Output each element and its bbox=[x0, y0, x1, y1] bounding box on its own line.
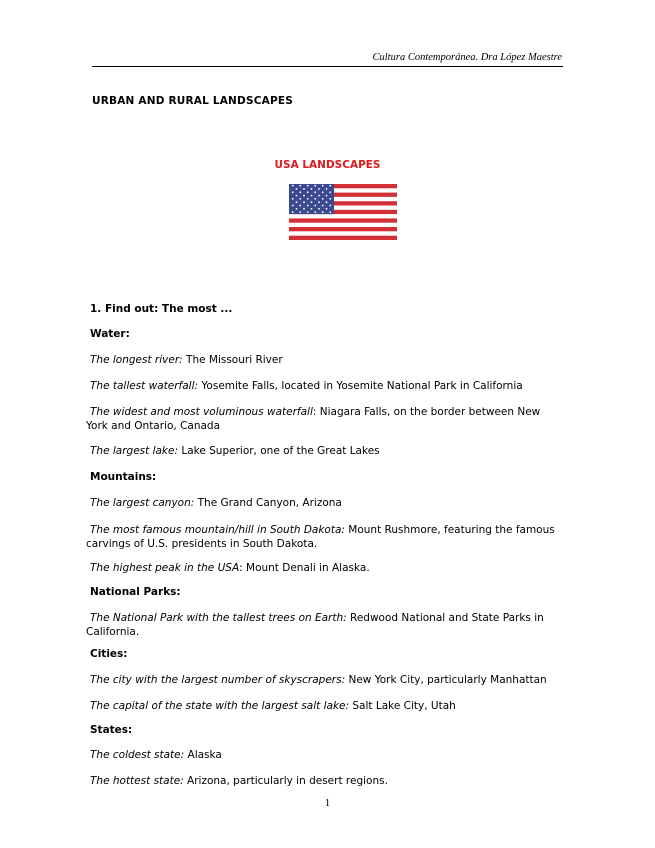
answer: Yosemite Falls, located in Yosemite National Park in California bbox=[198, 380, 523, 392]
flag-star bbox=[296, 208, 298, 210]
flag-star bbox=[311, 195, 313, 197]
page-title: URBAN AND RURAL LANDSCAPES bbox=[92, 95, 293, 107]
flag-star bbox=[307, 198, 309, 200]
header-rule bbox=[92, 66, 563, 67]
flag-star bbox=[322, 191, 324, 193]
flag-star bbox=[314, 191, 316, 193]
answer: Alaska bbox=[184, 749, 222, 761]
running-header: Cultura Contemporánea. Dra López Maestre bbox=[372, 52, 562, 63]
flag-star bbox=[292, 191, 294, 193]
section-title: USA LANDSCAPES bbox=[274, 159, 381, 171]
answer: : Niagara Falls, on the border between New York and Ontario, Canada bbox=[86, 406, 541, 432]
flag-star bbox=[322, 185, 324, 187]
flag-star bbox=[303, 195, 305, 197]
flag-star bbox=[296, 195, 298, 197]
question: The largest lake: bbox=[90, 445, 179, 457]
list-item bbox=[90, 749, 565, 761]
flag-star bbox=[307, 191, 309, 193]
flag-star bbox=[314, 205, 316, 207]
flag-star bbox=[299, 205, 301, 207]
flag-star bbox=[318, 188, 320, 190]
category-national-parks: National Parks: bbox=[90, 586, 181, 598]
list-item bbox=[90, 674, 565, 686]
question: The longest river: bbox=[90, 354, 183, 366]
flag-star bbox=[307, 211, 309, 213]
page-number: 1 bbox=[324, 797, 331, 809]
answer: Lake Superior, one of the Great Lakes bbox=[178, 445, 380, 457]
answer: The Missouri River bbox=[182, 354, 283, 366]
list-item bbox=[90, 700, 565, 712]
flag-star bbox=[296, 188, 298, 190]
flag-star bbox=[329, 185, 331, 187]
category-cities: Cities: bbox=[90, 648, 128, 660]
question: The most famous mountain/hill in South Dakota: bbox=[90, 524, 345, 536]
flag-star bbox=[303, 201, 305, 203]
list-item bbox=[90, 354, 565, 366]
flag-star bbox=[322, 211, 324, 213]
flag-star bbox=[292, 198, 294, 200]
flag-star bbox=[296, 201, 298, 203]
question: The hottest state: bbox=[90, 775, 184, 787]
question: The coldest state: bbox=[90, 749, 185, 761]
answer: New York City, particularly Manhattan bbox=[345, 674, 547, 686]
flag-star bbox=[318, 208, 320, 210]
answer: Arizona, particularly in desert regions. bbox=[183, 775, 388, 787]
list-item bbox=[90, 497, 565, 509]
flag-star bbox=[303, 188, 305, 190]
answer: : Mount Denali in Alaska. bbox=[239, 562, 370, 574]
flag-star bbox=[314, 211, 316, 213]
question: The tallest waterfall: bbox=[90, 380, 199, 392]
question: The highest peak in the USA bbox=[90, 562, 240, 574]
flag-star bbox=[292, 205, 294, 207]
exercise-heading: 1. Find out: The most ... bbox=[90, 303, 233, 315]
flag-star bbox=[303, 208, 305, 210]
usa-flag-icon bbox=[289, 184, 397, 240]
flag-star bbox=[299, 198, 301, 200]
flag-star bbox=[329, 211, 331, 213]
category-states: States: bbox=[90, 724, 133, 736]
flag-star bbox=[307, 205, 309, 207]
list-item bbox=[90, 562, 565, 574]
flag-star bbox=[314, 198, 316, 200]
question: The capital of the state with the largest salt lake: bbox=[90, 700, 350, 712]
flag-star bbox=[329, 198, 331, 200]
list-item bbox=[90, 775, 565, 787]
list-item bbox=[86, 405, 565, 433]
question: The city with the largest number of skyscrapers: bbox=[90, 674, 346, 686]
flag-star bbox=[311, 201, 313, 203]
flag-star bbox=[329, 205, 331, 207]
question: The largest canyon: bbox=[90, 497, 195, 509]
flag-star bbox=[299, 185, 301, 187]
flag-star bbox=[307, 185, 309, 187]
flag-star bbox=[326, 208, 328, 210]
flag-star bbox=[314, 185, 316, 187]
answer: The Grand Canyon, Arizona bbox=[194, 497, 342, 509]
flag-star bbox=[326, 188, 328, 190]
list-item bbox=[90, 380, 565, 392]
question: The widest and most voluminous waterfall bbox=[90, 406, 313, 418]
list-item bbox=[86, 611, 565, 639]
category-mountains: Mountains: bbox=[90, 471, 157, 483]
flag-star bbox=[322, 198, 324, 200]
list-item bbox=[86, 523, 565, 551]
flag-star bbox=[311, 208, 313, 210]
flag-star bbox=[292, 185, 294, 187]
flag-star bbox=[299, 211, 301, 213]
answer: Mount Rushmore, featuring the famous carvings of U.S. presidents in South Dakota. bbox=[86, 524, 555, 550]
flag-star bbox=[322, 205, 324, 207]
list-item bbox=[90, 445, 565, 457]
flag-star bbox=[318, 201, 320, 203]
flag-star bbox=[292, 211, 294, 213]
flag-star bbox=[326, 201, 328, 203]
question: The National Park with the tallest trees on Earth: bbox=[90, 612, 347, 624]
answer: Salt Lake City, Utah bbox=[349, 700, 456, 712]
category-water: Water: bbox=[90, 328, 130, 340]
flag-star bbox=[329, 191, 331, 193]
flag-star bbox=[311, 188, 313, 190]
flag-star bbox=[326, 195, 328, 197]
flag-star bbox=[299, 191, 301, 193]
answer: Redwood National and State Parks in California. bbox=[86, 612, 544, 638]
flag-star bbox=[318, 195, 320, 197]
